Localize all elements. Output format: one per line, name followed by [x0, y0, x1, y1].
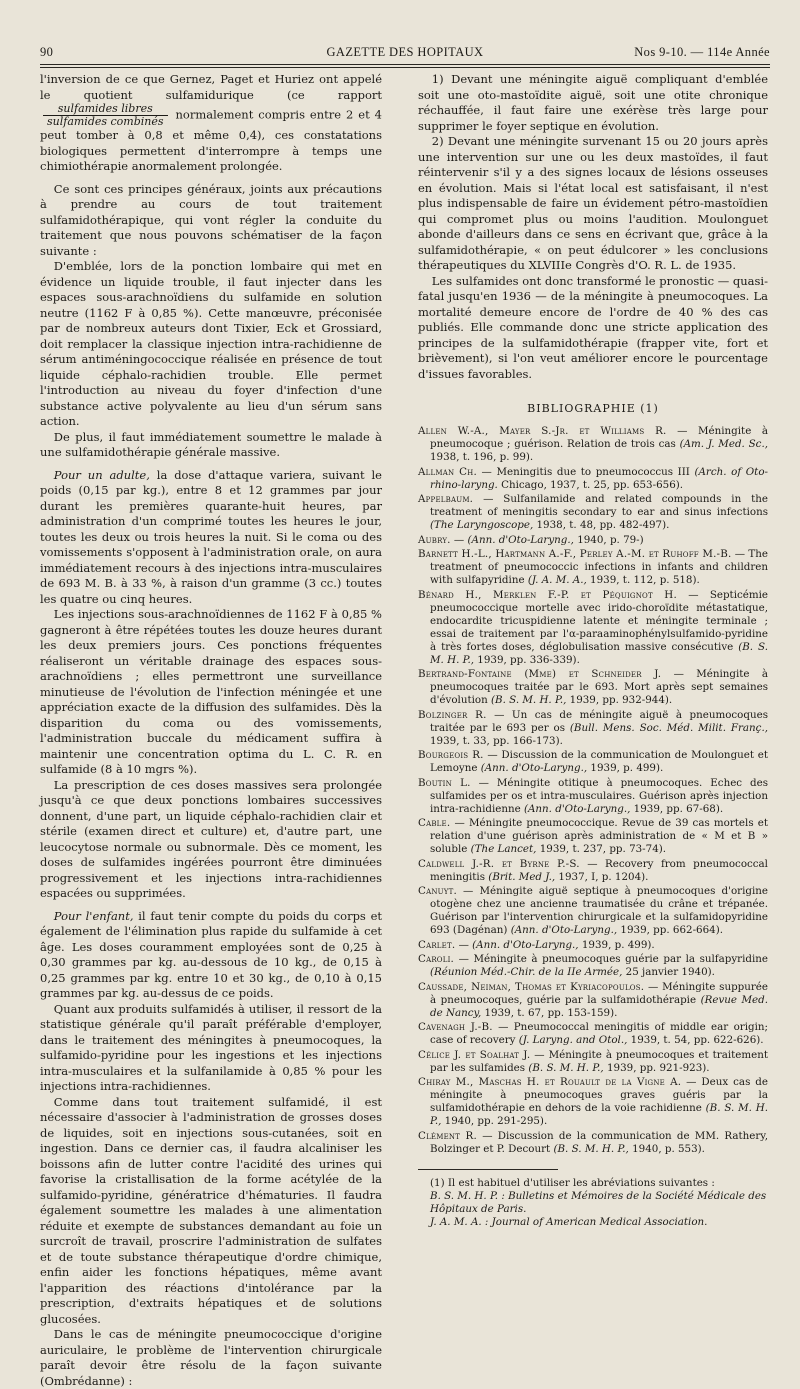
- reference-authors: Allman Ch.: [418, 465, 477, 478]
- bibliography-title: BIBLIOGRAPHIE (1): [527, 402, 659, 415]
- reference-authors: Aubry.: [418, 533, 451, 546]
- reference-tail: 1940, pp. 291-295).: [441, 1115, 548, 1127]
- reference-text: — Méningite otitique à pneumocoques. Echec des sulfamides per os et intra-musculaires. Guérison après injection intra-rachidienne: [430, 776, 768, 815]
- bibliography-entry: [418, 1021, 768, 1047]
- bibliography-list: [418, 425, 768, 1156]
- reference-source: (J. A. M. A.,: [527, 574, 587, 586]
- reference-text: — Méningite suppurée à pneumocoques, guérie par la sulfamidothérapie: [430, 980, 768, 1006]
- reference-tail: 1939, t. 54, pp. 622-626).: [627, 1034, 764, 1046]
- paragraph: Dans le cas de méningite pneumococcique d'origine auriculaire, le problème de l'intervention chirurgicale paraît devoir être résolu de la façon suivante (Ombrédanne) :: [40, 1327, 382, 1388]
- bibliography-entry: [418, 534, 768, 547]
- reference-source: (B. S. M. H. P.,: [491, 694, 567, 706]
- reference-authors: Bertrand-Fontaine (Mme) et Schneider J.: [418, 668, 662, 680]
- reference-tail: 1939, pp. 921-923).: [603, 1061, 710, 1074]
- paragraph: 2) Devant une méningite survenant 15 ou 20 jours après une intervention sur une ou les deux mastoïdes, il faut réintervenir s'il y a des signes locaux de lésions osseuses en évolution. Mais si l'état local est satisfaisant, il n'est plus indispensable de faire un évidement pétro-mastoïdien qui compromet plus ou moins l'audition. Moulonguet abonde d'ailleurs dans ce sens en écrivant que, grâce à la sulfamidothérapie, « on peut édulcorer » les conclusions thérapeutiques du XLVIIIe Congrès d'O. R. L. de 1935.: [418, 134, 768, 272]
- reference-text: — Deux cas de méningite à pneumocoques graves guéris par la sulfamidothérapie en dehors de la voie rachidienne: [430, 1076, 768, 1114]
- paragraph: Ce sont ces principes généraux, joints aux précautions à prendre au cours de tout traitement sulfamidothérapique, qui vont régler la conduite du traitement que nous pouvons schématiser de la façon suivante :: [40, 181, 382, 258]
- reference-text: — Méningite à pneumocoques traitée par le 693. Mort après sept semaines d'évolution: [430, 668, 768, 706]
- bibliography-entry: [418, 668, 768, 707]
- bibliography-entry: [418, 548, 768, 587]
- paragraph: Les injections sous-arachnoïdiennes de 1162 F à 0,85 % gagneront à être répétées toutes les douze heures durant les deux premiers jours. Ces ponctions fréquentes réaliseront un véritable drainage des espaces sous-arachnoïdiens ; elles permettront une surveillance minutieuse de l'évolution de l'infection méningée et une appréciation exacte de la diffusion des sulfamides. Dès la disparition du coma ou des vomissements, l'administration buccale du médicament suffira à maintenir une concentration optima du L. C. R. en sulfamide (8 à 10 mgrs %).: [40, 607, 382, 776]
- header-rule-thin: [40, 67, 770, 68]
- paragraph: Comme dans tout traitement sulfamidé, il est nécessaire d'associer à l'administration de grosses doses de liquides, soit en injections sous-cutanées, soit en ingestion. Dans ce dernier cas, il faudra alcaliniser les boissons afin de lutter contre l'acidité des urines qui favorise la cristallisation de la forme acétylée de la sulfamido-pyridine, génératrice d'hématuries. Il faudra également soumettre les malades à une alimentation réduite et exempte de substances demandant au foie un surcroît de travail, proscrire l'administration de sulfates et de toute substance thérapeutique d'ordre chimique, enfin aider les fonctions hépatiques, même avant l'apparition des réactions d'intolérance par la prescription, d'extraits hépatiques et de solutions glucosées.: [40, 1094, 382, 1326]
- paragraph: 1) Devant une méningite aiguë compliquant d'emblée soit une oto-mastoïdite aiguë, soit une otite chronique réchauffée, il faut faire une exérèse très large pour supprimer le foyer septique en évolution.: [418, 72, 768, 133]
- reference-source: (B. S. M. H. P.,: [430, 640, 768, 666]
- paragraph: [40, 72, 382, 175]
- bibliography-entry: [418, 981, 768, 1020]
- reference-tail: 1939, t. 33, pp. 166-173).: [430, 734, 563, 747]
- paragraph: [40, 468, 382, 608]
- reference-text: — Méningite pneumococcique. Revue de 39 cas mortels et relation d'une guérison après administration de « M et B » soluble: [430, 817, 768, 855]
- reference-authors: Cable.: [418, 817, 451, 829]
- bibliography-entry: [418, 1130, 768, 1156]
- fraction-numerator: sulfamides libres: [43, 103, 168, 116]
- paragraph-text: la dose d'attaque variera, suivant le poids (0,15 par kg.), entre 8 et 12 grammes par jour durant les premières quarante-huit heures, par administration d'un comprimé toutes les heures le jour, toutes les deux ou trois heures la nuit. Si le coma ou des vomissements s'opposent à l'administration orale, on aura immédiatement recours à des injections intra-musculaires de 693 M. B. à 33 %, à raison d'un gramme (3 cc.) toutes les quatre ou cinq heures.: [40, 467, 382, 606]
- reference-source: (Revue Med. de Nancy,: [430, 993, 768, 1019]
- reference-authors: Boutin L.: [418, 776, 471, 789]
- bibliography-entry: [418, 939, 768, 952]
- reference-tail: 1937, I, p. 1204).: [555, 870, 649, 883]
- reference-source: (J. Laryng. and Otol.,: [518, 1034, 628, 1046]
- paragraph-text: l'inversion de ce que Gernez, Paget et Huriez ont appelé le quotient sulfamidurique (ce rapport: [40, 72, 382, 102]
- reference-source: (Am. J. Med. Sc.,: [679, 438, 768, 450]
- paragraph: De plus, il faut immédiatement soumettre le malade à une sulfamidothérapie générale massive.: [40, 429, 382, 459]
- reference-authors: Cavenagh J.-B.: [418, 1021, 493, 1033]
- bibliography-entry: [418, 885, 768, 937]
- page-number: 90: [40, 45, 54, 59]
- bibliography-entry: [418, 1076, 768, 1128]
- reference-text: — Méningite aiguë septique à pneumocoques d'origine otogène chez une ancienne traumatisée du crâne et trépanée. Guérison par l'intervention chirurgicale et la sulfamidopyridine 693 (Dagénan): [430, 885, 768, 936]
- reference-authors: Bolzinger R.: [418, 708, 487, 721]
- reference-source: (Ann. d'Oto-Laryng.,: [467, 533, 574, 546]
- reference-source: (Ann. d'Oto-Laryng.,: [510, 924, 618, 936]
- quotient-fraction: [43, 103, 168, 128]
- reference-tail: 1939, pp. 662-664).: [617, 924, 723, 936]
- bibliography-entry: [418, 589, 768, 667]
- reference-authors: Bourgeois R.: [418, 749, 484, 761]
- reference-authors: Barnett H.-L., Hartmann A.-F., Perley A.-M. et Ruhoff M.-B.: [418, 548, 732, 560]
- reference-text: — Méningite à pneumocoques guérie par la sulfapyridine: [454, 953, 768, 965]
- reference-tail: 1939, p. 499).: [578, 938, 655, 951]
- reference-source: (Bull. Mens. Soc. Méd. Milit. Franç.,: [569, 721, 768, 734]
- reference-authors: Bénard H., Merklen F.-P. et Péquignot H.: [418, 588, 677, 601]
- reference-tail: 1939, t. 237, pp. 73-74).: [536, 843, 667, 855]
- paragraph: Quant aux produits sulfamidés à utiliser, il ressort de la statistique générale qu'il paraît préférable d'employer, dans le traitement des méningites à pneumocoques, la sulfamido-pyridine pour les ingestions et les injections intra-musculaires et la sulfanilamide à 0,85 % pour les injections intra-rachidiennes.: [40, 1001, 382, 1093]
- reference-source: (Réunion Méd.-Chir. de la IIe Armée,: [430, 966, 623, 978]
- reference-source: (B. S. M. H. P.,: [553, 1142, 629, 1155]
- footnote-intro: (1) Il est habituel d'utiliser les abréviations suivantes :: [430, 1176, 715, 1189]
- reference-source: (The Lancet,: [470, 843, 537, 855]
- reference-authors: Allen W.-A., Mayer S.-Jr. et Williams R.: [418, 425, 667, 437]
- reference-tail: 1940, p. 553).: [628, 1142, 705, 1155]
- reference-text: — Discussion de la communication de MM. Rathery, Bolzinger et P. Decourt: [430, 1129, 769, 1155]
- reference-source: (B. S. M. H. P.,: [528, 1061, 604, 1074]
- paragraph: Les sulfamides ont donc transformé le pronostic — quasi-fatal jusqu'en 1936 — de la méningite à pneumocoques. La mortalité demeure encore de l'ordre de 40 % des cas publiés. Elle commande donc une stricte application des principes de la sulfamidothérapie (frapper vite, fort et brièvement), si l'on veut améliorer encore le pourcentage d'issues favorables.: [418, 273, 768, 381]
- reference-text: — Recovery from pneumococcal meningitis: [430, 857, 768, 883]
- bibliography-entry: [418, 777, 768, 816]
- reference-text: — Un cas de méningite aiguë à pneumocoques traitée par le 693 per os: [430, 708, 768, 734]
- journal-title: GAZETTE DES HOPITAUX: [326, 45, 484, 59]
- fraction-denominator: sulfamides combinés: [47, 115, 164, 128]
- reference-text: —: [455, 938, 473, 951]
- reference-authors: Appelbaum.: [418, 493, 474, 505]
- reference-text: — Méningite à pneumocoques et traitement par les sulfamides: [430, 1048, 768, 1074]
- reference-authors: Célice J. et Soalhat J.: [418, 1048, 531, 1061]
- paragraph: D'emblée, lors de la ponction lombaire qui met en évidence un liquide trouble, il faut injecter dans les espaces sous-arachnoïdiens du sulfamide en solution neutre (1162 F à 0,85 %). Cette manœuvre, préconisée par de nombreux auteurs dont Tixier, Eck et Grossiard, doit remplacer la classique injection intra-rachidienne de sérum antiméningococcique réalisée en présence de tout liquide céphalo-rachidien trouble. Elle permet l'introduction au niveau du foyer d'infection d'une substance active polyvalente au lieu d'un sérum sans action.: [40, 259, 382, 428]
- reference-tail: 1938, t. 48, pp. 482-497).: [533, 519, 670, 531]
- reference-authors: Carlet.: [418, 938, 456, 951]
- bibliography-entry: [418, 1049, 768, 1075]
- reference-authors: Caussade, Neiman, Thomas et Kyriacopoulos.: [418, 980, 645, 993]
- bibliography-entry: [418, 953, 768, 979]
- reference-tail: 25 janvier 1940).: [622, 966, 715, 978]
- footnote-rule: [418, 1169, 558, 1170]
- reference-tail: 1939, t. 67, pp. 153-159).: [481, 1006, 618, 1019]
- reference-authors: Caldwell J.-R. et Byrne P.-S.: [418, 857, 580, 870]
- reference-source: (Ann. d'Oto-Laryng.,: [472, 938, 579, 951]
- reference-tail: 1939, p. 499).: [587, 762, 664, 774]
- reference-tail: 1938, t. 196, p. 99).: [430, 451, 534, 463]
- reference-source: (The Laryngoscope,: [430, 519, 534, 531]
- reference-text: — Meningitis due to pneumococcus III: [476, 465, 695, 478]
- reference-text: — Sulfanilamide and related compounds in the treatment of meningitis secondary to ear and sinus infections: [430, 493, 768, 518]
- issue-info: Nos 9-10. — 114e Année: [634, 45, 770, 59]
- paragraph-text: il faut tenir compte du poids du corps et également de l'élimination plus rapide du sulfamide à cet âge. Les doses couramment employées sont de 0,25 à 0,30 grammes par kg. au-dessous de 10 kg., de 0,15 à 0,25 grammes par kg. entre 10 et 30 kg., de 0,10 à 0,15 grammes par kg. au-dessus de ce poids.: [40, 908, 382, 1000]
- reference-tail: 1940, p. 79-): [573, 533, 644, 546]
- left-column: [40, 72, 383, 1388]
- bibliography-entry: [418, 493, 768, 532]
- bibliography-entry: [418, 749, 768, 775]
- bibliography-entry: [418, 817, 768, 856]
- paragraph-text: normalement compris entre 2 et 4 peut tomber à 0,8 et même 0,4), ces constatations biologiques permettent d'interrompre à temps une chimiothérapie anormalement prolongée.: [40, 107, 383, 173]
- page-header: [40, 42, 770, 64]
- reference-tail: 1939, pp. 932-944).: [566, 694, 673, 706]
- reference-tail: Chicago, 1937, t. 25, pp. 653-656).: [497, 478, 684, 491]
- reference-source: (Arch. of Oto-rhino-laryng.: [430, 465, 768, 491]
- reference-text: —: [450, 533, 468, 546]
- reference-text: — Discussion de la communication de Moulonguet et Lemoyne: [430, 749, 768, 774]
- reference-text: — Septicémie pneumococcique mortelle avec irido-choroïdite métastatique, endocardite tricuspidienne latente et méningite terminale ; essai de traitement par l'α-paraaminophénylsulfamido-pyridine à très fortes doses, déglobulisation massive consécutive: [430, 588, 768, 653]
- bibliography-entry: [418, 709, 768, 748]
- bibliography-entry: [418, 858, 768, 884]
- bibliography-entry: [418, 425, 768, 464]
- header-rule: [40, 64, 770, 65]
- reference-source: (Brit. Med J.,: [488, 870, 556, 883]
- reference-text: — Méningite à pneumocoque ; guérison. Relation de trois cas: [430, 425, 768, 450]
- reference-source: (B. S. M. H. P.,: [430, 1102, 768, 1127]
- footnote-abbrev-bsmhp: B. S. M. H. P. : Bulletins et Mémoires de la Société Médicale des Hôpitaux de Paris.: [430, 1189, 767, 1215]
- reference-text: — The treatment of pneumococcic infections in infants and children with sulfapyridine: [430, 548, 768, 586]
- reference-tail: 1939, t. 112, p. 518).: [586, 574, 700, 586]
- reference-tail: 1939, pp. 336-339).: [474, 653, 580, 666]
- reference-source: (Ann. d'Oto-Laryng.,: [523, 802, 631, 815]
- reference-text: — Pneumococcal meningitis of middle ear origin; case of recovery: [430, 1021, 768, 1046]
- reference-authors: Caroli.: [418, 953, 455, 965]
- paragraph-lead: Pour l'enfant,: [53, 908, 134, 923]
- paragraph: [40, 909, 382, 1002]
- reference-authors: Canuyt.: [418, 885, 457, 897]
- reference-authors: Clément R.: [418, 1129, 477, 1142]
- paragraph-lead: Pour un adulte,: [53, 467, 150, 482]
- right-column: [418, 72, 769, 1228]
- bibliography-entry: [418, 466, 768, 492]
- reference-authors: Chiray M., Maschas H. et Rouault de la Vigne A.: [418, 1076, 682, 1088]
- paragraph: La prescription de ces doses massives sera prolongée jusqu'à ce que deux ponctions lombaires successives donnent, d'une part, un liquide céphalo-rachidien clair et stérile (examen direct et culture) et, d'autre part, une leucocytose normale ou subnormale. Dès ce moment, les doses de sulfamides ingérées pourront être diminuées progressivement et les injections intra-rachidiennes espacées ou supprimées.: [40, 777, 382, 900]
- reference-tail: 1939, pp. 67-68).: [630, 802, 724, 815]
- footnote-abbrev-jama: J. A. M. A. : Journal of American Medical Association.: [430, 1215, 708, 1228]
- reference-source: (Ann. d'Oto-Laryng.,: [480, 762, 588, 774]
